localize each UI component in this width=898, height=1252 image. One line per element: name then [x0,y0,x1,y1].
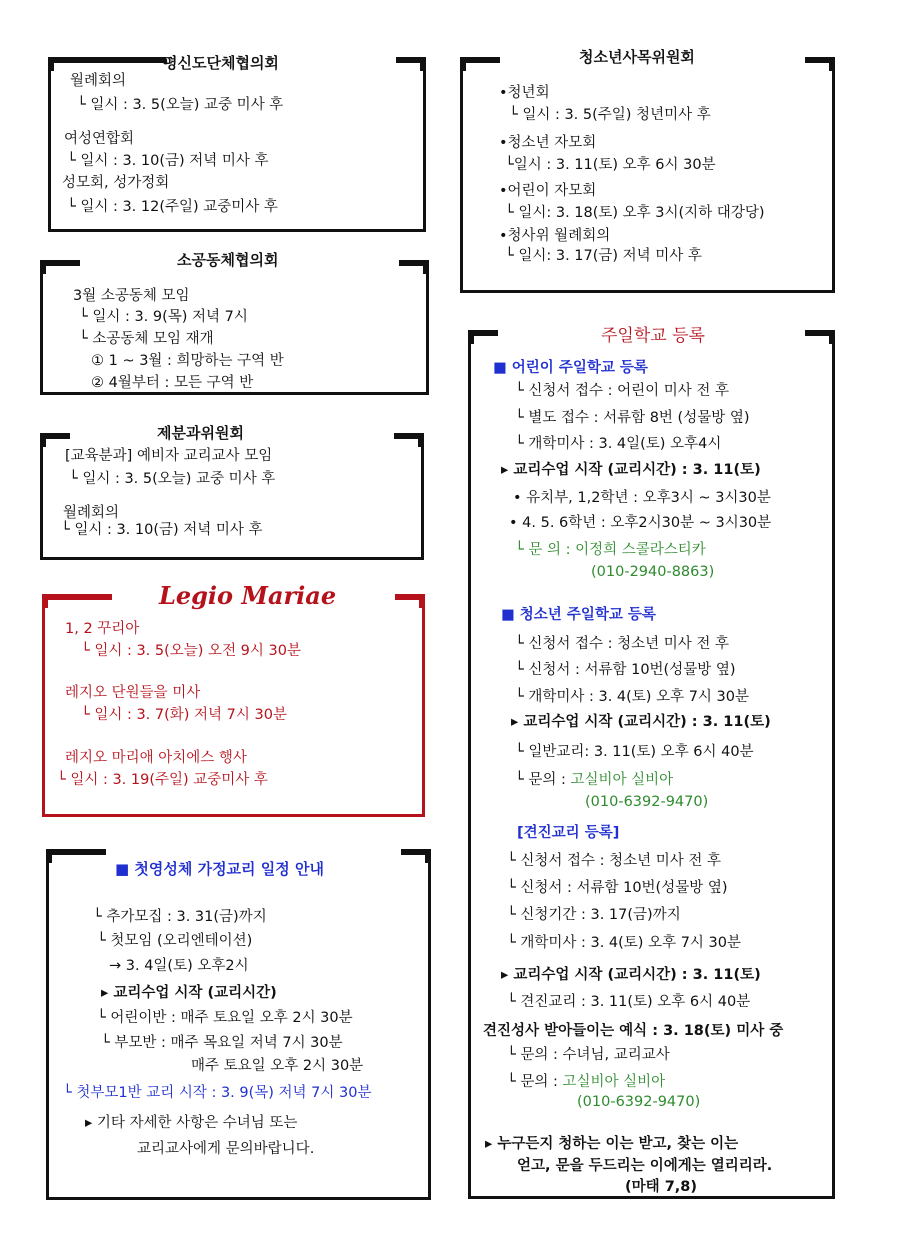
list-item: • 4. 5. 6학년 : 오후2시30분 ~ 3시30분 [509,515,772,531]
list-item: •청사위 월례회의 [499,228,611,244]
kids-heading: ■ 어린이 주일학교 등록 [493,360,648,376]
list-item: └ 일시 : 3. 5(오늘) 교중 미사 후 [77,97,284,113]
list-item: 3월 소공동체 모임 [73,288,190,304]
list-item: └ 신청서 접수 : 청소년 미사 전 후 [515,636,729,652]
jebun-box [40,424,424,560]
kids-contact: └ 문 의 : 이정희 스콜라스티카 [515,542,706,558]
list-item: 월례회의 [70,73,127,89]
verse-line-1: ▸ 누구든지 청하는 이는 받고, 찾는 이는 [485,1136,739,1152]
list-item: 1, 2 꾸리아 [65,621,140,637]
list-item: └ 소공동체 모임 재개 [79,331,214,347]
pyeongsin-box [48,54,426,232]
list-item: └ 첫모임 (오리엔테이션) [97,933,253,949]
list-item: └ 신청기간 : 3. 17(금)까지 [507,907,681,923]
list-item: •청소년 자모회 [499,135,597,151]
legio-title: Legio Mariae [159,581,337,610]
verse-citation: (마태 7,8) [625,1179,698,1195]
list-item: └ 어린이반 : 매주 토요일 오후 2시 30분 [97,1010,353,1026]
teen-phone: (010-6392-9470) [585,794,709,810]
list-item: └ 개학미사 : 3. 4(토) 오후 7시 30분 [507,935,741,951]
list-item: ① 1 ~ 3월 : 희망하는 구역 반 [91,353,284,369]
list-item: └ 일시 : 3. 19(주일) 교중미사 후 [57,772,268,788]
conf-heading: [견진교리 등록] [517,825,620,841]
kids-phone: (010-2940-8863) [591,564,715,580]
conf-rite: 견진성사 받아들이는 예식 : 3. 18(토) 미사 중 [483,1023,784,1039]
youth-title: 청소년사목위원회 [579,48,695,66]
list-item: 매주 토요일 오후 2시 30분 [191,1058,364,1074]
list-item: └ 일시 : 3. 5(주일) 청년미사 후 [509,107,711,123]
list-item: [교육분과] 예비자 교리교사 모임 [65,448,273,464]
conf-contact: └ 문의 : 고실비아 실비아 [507,1074,666,1090]
list-item: └ 일시 : 3. 7(화) 저녁 7시 30분 [81,707,287,723]
list-item: 월례회의 [63,505,120,521]
kids-start: ▸ 교리수업 시작 (교리시간) : 3. 11(토) [501,462,761,478]
list-item: └ 일반교리: 3. 11(토) 오후 6시 40분 [515,744,754,760]
list-item: └ 첫부모1반 교리 시작 : 3. 9(목) 저녁 7시 30분 [63,1085,372,1101]
list-item: └ 일시 : 3. 9(목) 저녁 7시 [79,309,248,325]
list-item: 레지오 단원들을 미사 [65,685,201,701]
list-item: └ 견진교리 : 3. 11(토) 오후 6시 40분 [507,994,751,1010]
list-item: └ 일시 : 3. 5(오늘) 오전 9시 30분 [81,643,301,659]
firstcomm-box [46,852,431,1200]
verse-line-2: 얻고, 문을 두드리는 이에게는 열리리라. [517,1158,773,1174]
teen-heading: ■ 청소년 주일학교 등록 [501,607,656,623]
list-item: └ 신청서 : 서류함 10번(성물방 옆) [515,662,736,678]
list-item: 교리교사에게 문의바랍니다. [137,1141,315,1157]
list-item: └ 개학미사 : 3. 4일(토) 오후4시 [515,436,722,452]
list-item: • 유치부, 1,2학년 : 오후3시 ~ 3시30분 [513,490,771,506]
sogong-box [40,251,429,395]
list-item: ▸ 기타 자세한 사항은 수녀님 또는 [85,1115,298,1131]
list-item: └ 일시: 3. 17(금) 저녁 미사 후 [505,248,702,264]
list-item: └ 신청서 접수 : 청소년 미사 전 후 [507,853,721,869]
youth-box [460,48,835,293]
list-item: 성모회, 성가정회 [62,175,170,191]
list-item: └ 신청서 : 서류함 10번(성물방 옆) [507,880,728,896]
list-item: └일시 : 3. 11(토) 오후 6시 30분 [505,157,716,173]
teen-contact: └ 문의 : 고실비아 실비아 [515,772,674,788]
list-item: └ 신청서 접수 : 어린이 미사 전 후 [515,383,729,399]
list-item: └ 일시: 3. 18(토) 오후 3시(지하 대강당) [505,205,765,221]
list-item: ② 4월부터 : 모든 구역 반 [91,375,254,391]
conf-start: ▸ 교리수업 시작 (교리시간) : 3. 11(토) [501,967,761,983]
sunday-title: 주일학교 등록 [601,326,705,346]
conf-phone: (010-6392-9470) [577,1094,701,1110]
list-item: ▸ 교리수업 시작 (교리시간) [101,985,277,1001]
legio-box [42,581,425,817]
list-item: └ 일시 : 3. 10(금) 저녁 미사 후 [61,522,263,538]
list-item: └ 부모반 : 매주 목요일 저녁 7시 30분 [101,1035,343,1051]
sogong-title: 소공동체협의회 [177,251,279,269]
list-item: └ 일시 : 3. 10(금) 저녁 미사 후 [67,153,269,169]
jebun-title: 제분과위원회 [157,424,244,442]
list-item: └ 별도 접수 : 서류함 8번 (성물방 옆) [515,410,750,426]
list-item: •어린이 자모회 [499,183,597,199]
list-item: └ 개학미사 : 3. 4(토) 오후 7시 30분 [515,689,749,705]
teen-start: ▸ 교리수업 시작 (교리시간) : 3. 11(토) [511,714,771,730]
list-item: 레지오 마리애 아치에스 행사 [65,750,247,766]
list-item: └ 일시 : 3. 12(주일) 교중미사 후 [67,199,278,215]
firstcomm-title: ■ 첫영성체 가정교리 일정 안내 [115,860,324,878]
list-item: └ 추가모집 : 3. 31(금)까지 [93,909,267,925]
list-item: → 3. 4일(토) 오후2시 [109,958,249,974]
pyeongsin-title: 평신도단체협의회 [163,54,279,72]
list-item: •청년회 [499,85,550,101]
sunday-box [468,326,835,1199]
list-item: 여성연합회 [64,131,135,147]
list-item: └ 일시 : 3. 5(오늘) 교중 미사 후 [69,471,276,487]
list-item: └ 문의 : 수녀님, 교리교사 [507,1047,670,1063]
